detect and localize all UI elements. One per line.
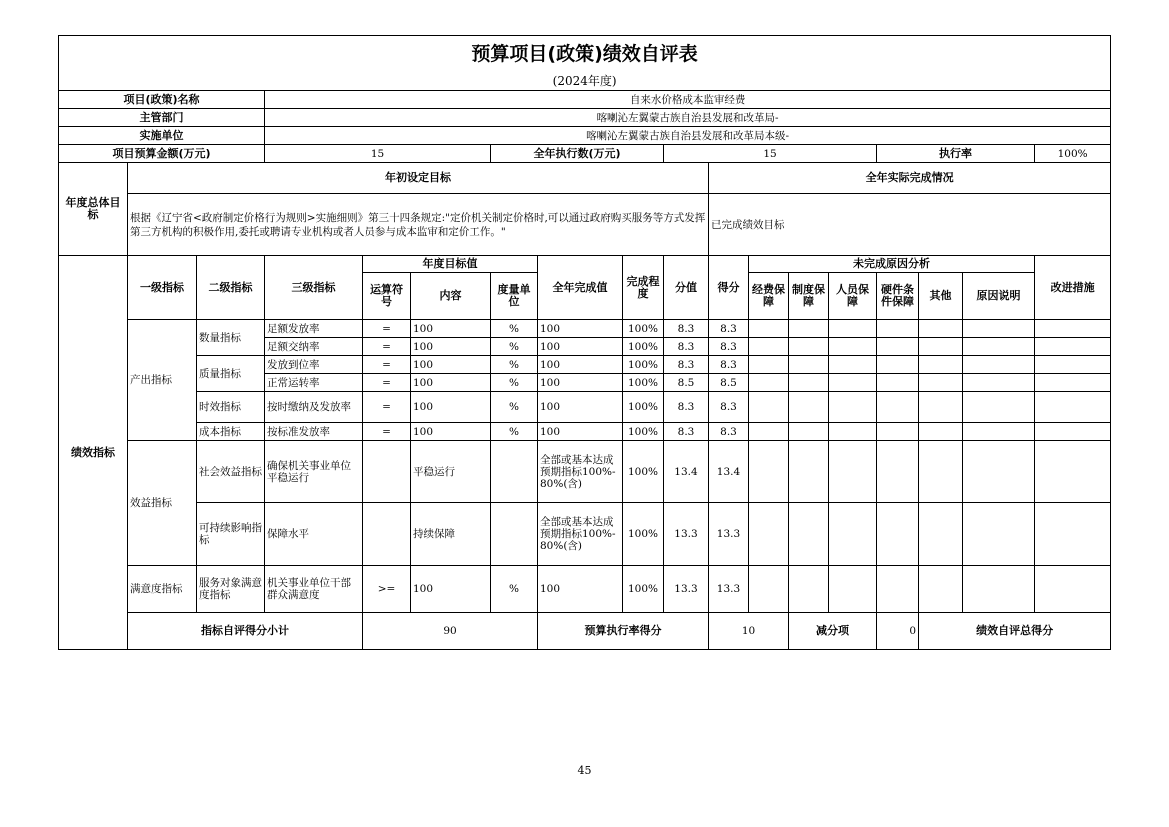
exec-label: 全年执行数(万元) — [491, 145, 664, 163]
table-cell-unit — [491, 441, 538, 503]
table-row-l3: 机关事业单位干部群众满意度 — [265, 566, 363, 613]
table-row-l3: 按标准发放率 — [265, 423, 363, 441]
table-cell-degree: 100% — [623, 374, 664, 392]
table-cell-degree: 100% — [623, 503, 664, 566]
table-cell-unit: % — [491, 356, 538, 374]
score-full-header: 分值 — [664, 256, 709, 320]
table-cell-degree: 100% — [623, 356, 664, 374]
table-cell-unit — [491, 503, 538, 566]
table-cell-score: 8.3 — [709, 423, 749, 441]
table-cell-degree: 100% — [623, 320, 664, 338]
table-cell-unit: % — [491, 338, 538, 356]
table-row-l3: 确保机关事业单位平稳运行 — [265, 441, 363, 503]
table-cell-content: 100 — [411, 356, 491, 374]
table-cell-content: 100 — [411, 392, 491, 423]
table-row-l3: 足额交纳率 — [265, 338, 363, 356]
content-header: 内容 — [411, 273, 491, 320]
table-cell-actual: 100 — [538, 338, 623, 356]
table-cell-op: = — [363, 392, 411, 423]
op-header: 运算符号 — [363, 273, 411, 320]
table-cell-unit: % — [491, 392, 538, 423]
reason-note-header: 原因说明 — [963, 273, 1035, 320]
table-cell-score: 8.3 — [709, 392, 749, 423]
table-cell-degree: 100% — [623, 338, 664, 356]
table-cell-op: = — [363, 320, 411, 338]
table-cell-degree: 100% — [623, 441, 664, 503]
table-row-l3: 发放到位率 — [265, 356, 363, 374]
table-cell-score: 13.4 — [709, 441, 749, 503]
table-cell-content: 持续保障 — [411, 503, 491, 566]
table-cell-op: = — [363, 423, 411, 441]
table-row-l3: 按时缴纳及发放率 — [265, 392, 363, 423]
group-quantity: 数量指标 — [197, 320, 265, 356]
unit-header: 度量单位 — [491, 273, 538, 320]
group-benefit: 效益指标 — [128, 441, 197, 566]
level2-header: 二级指标 — [197, 256, 265, 320]
score-header: 得分 — [709, 256, 749, 320]
goal-set-header: 年初设定目标 — [128, 163, 709, 194]
level3-header: 三级指标 — [265, 256, 363, 320]
table-cell-score-full: 13.3 — [664, 503, 709, 566]
exec-value: 15 — [664, 145, 877, 163]
table-cell-unit: % — [491, 566, 538, 613]
group-satisfaction: 满意度指标 — [128, 566, 197, 613]
project-name-value: 自来水价格成本监审经费 — [265, 91, 1111, 109]
reason-other-header: 其他 — [919, 273, 963, 320]
table-cell-actual: 100 — [538, 374, 623, 392]
dept-value: 喀喇沁左翼蒙古族自治县发展和改革局- — [265, 109, 1111, 127]
budget-value: 15 — [265, 145, 491, 163]
table-cell-op — [363, 441, 411, 503]
table-cell-unit: % — [491, 374, 538, 392]
budget-label: 项目预算金额(万元) — [59, 145, 265, 163]
table-cell-content: 100 — [411, 423, 491, 441]
table-row-l3: 正常运转率 — [265, 374, 363, 392]
perf-indicator-label: 绩效指标 — [59, 256, 128, 650]
deduct-label: 减分项 — [789, 613, 877, 650]
goal-actual-header: 全年实际完成情况 — [709, 163, 1111, 194]
table-cell-score-full: 8.3 — [664, 423, 709, 441]
group-cost: 成本指标 — [197, 423, 265, 441]
table-cell-op: = — [363, 374, 411, 392]
table-cell-content: 100 — [411, 566, 491, 613]
reason-header: 未完成原因分析 — [749, 256, 1035, 273]
page-title: 预算项目(政策)绩效自评表 — [59, 36, 1111, 72]
actual-header: 全年完成值 — [538, 256, 623, 320]
level1-header: 一级指标 — [128, 256, 197, 320]
table-cell-content: 平稳运行 — [411, 441, 491, 503]
table-cell-score: 8.5 — [709, 374, 749, 392]
table-cell-actual: 全部或基本达成预期指标100%-80%(含) — [538, 503, 623, 566]
table-cell-score-full: 8.3 — [664, 356, 709, 374]
table-cell-score: 8.3 — [709, 356, 749, 374]
table-cell-actual: 全部或基本达成预期指标100%-80%(含) — [538, 441, 623, 503]
table-cell-score-full: 13.4 — [664, 441, 709, 503]
table-cell-degree: 100% — [623, 423, 664, 441]
table-cell-score-full: 8.5 — [664, 374, 709, 392]
table-cell-op: = — [363, 356, 411, 374]
report-year: (2024年度) — [59, 72, 1111, 91]
table-cell-content: 100 — [411, 320, 491, 338]
group-sustain: 可持续影响指标 — [197, 503, 265, 566]
table-cell-degree: 100% — [623, 392, 664, 423]
table-cell-score-full: 13.3 — [664, 566, 709, 613]
group-quality: 质量指标 — [197, 356, 265, 392]
table-cell-actual: 100 — [538, 320, 623, 338]
project-name-label: 项目(政策)名称 — [59, 91, 265, 109]
unit-label: 实施单位 — [59, 127, 265, 145]
reason-funding-header: 经费保障 — [749, 273, 789, 320]
total-label: 绩效自评总得分 — [919, 613, 1111, 650]
subtotal-label: 指标自评得分小计 — [128, 613, 363, 650]
table-cell-unit: % — [491, 320, 538, 338]
table-cell-actual: 100 — [538, 356, 623, 374]
goal-set-text: 根据《辽宁省<政府制定价格行为规则>实施细则》第三十四条规定:"定价机关制定价格时,可以通过政府购买服务等方式发挥第三方机构的积极作用,委托或聘请专业机构或者人员参与成本监审和定价工作。" — [128, 194, 709, 256]
target-header: 年度目标值 — [363, 256, 538, 273]
budget-score-value: 10 — [709, 613, 789, 650]
group-output: 产出指标 — [128, 320, 197, 441]
reason-staff-header: 人员保障 — [829, 273, 877, 320]
table-cell-unit: % — [491, 423, 538, 441]
group-time: 时效指标 — [197, 392, 265, 423]
table-cell-actual: 100 — [538, 392, 623, 423]
table-cell-score: 13.3 — [709, 503, 749, 566]
table-cell-content: 100 — [411, 374, 491, 392]
reason-hardware-header: 硬件条件保障 — [877, 273, 919, 320]
table-cell-content: 100 — [411, 338, 491, 356]
table-row-l3: 足额发放率 — [265, 320, 363, 338]
performance-table — [58, 35, 1111, 650]
annual-goal-label: 年度总体目标 — [59, 163, 128, 256]
budget-score-label: 预算执行率得分 — [538, 613, 709, 650]
rate-value: 100% — [1035, 145, 1111, 163]
page-number: 45 — [577, 764, 592, 777]
group-social: 社会效益指标 — [197, 441, 265, 503]
table-cell-actual: 100 — [538, 423, 623, 441]
table-cell-score-full: 8.3 — [664, 392, 709, 423]
group-service: 服务对象满意度指标 — [197, 566, 265, 613]
unit-value: 喀喇沁左翼蒙古族自治县发展和改革局本级- — [265, 127, 1111, 145]
table-cell-op: = — [363, 338, 411, 356]
table-cell-score: 8.3 — [709, 338, 749, 356]
table-cell-score: 13.3 — [709, 566, 749, 613]
deduct-value: 0 — [877, 613, 919, 650]
reason-system-header: 制度保障 — [789, 273, 829, 320]
table-cell-score-full: 8.3 — [664, 338, 709, 356]
table-cell-score-full: 8.3 — [664, 320, 709, 338]
improve-header: 改进措施 — [1035, 256, 1111, 320]
table-cell-op — [363, 503, 411, 566]
table-cell-actual: 100 — [538, 566, 623, 613]
table-row-l3: 保障水平 — [265, 503, 363, 566]
goal-actual-text: 已完成绩效目标 — [709, 194, 1111, 256]
table-cell-degree: 100% — [623, 566, 664, 613]
table-cell-score: 8.3 — [709, 320, 749, 338]
rate-label: 执行率 — [877, 145, 1035, 163]
dept-label: 主管部门 — [59, 109, 265, 127]
subtotal-value: 90 — [363, 613, 538, 650]
table-cell-op: >= — [363, 566, 411, 613]
degree-header: 完成程度 — [623, 256, 664, 320]
